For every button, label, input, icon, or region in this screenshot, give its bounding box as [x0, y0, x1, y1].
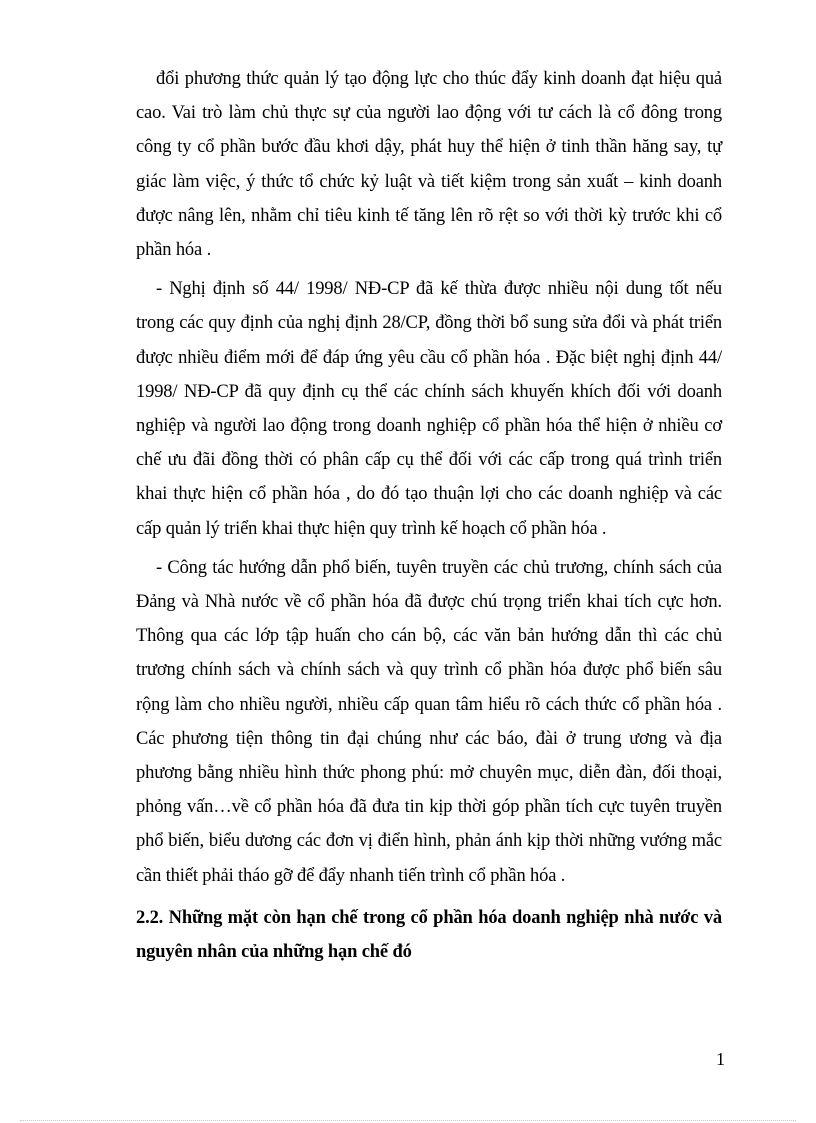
document-body: [136, 62, 722, 970]
page-bottom-divider: [20, 1120, 796, 1121]
page-number: 1: [716, 1049, 725, 1069]
section-heading: 2.2. Những mặt còn hạn chế trong cổ phần hóa doanh nghiệp nhà nước và nguyên nhân của những hạn chế đó: [136, 907, 722, 963]
paragraph-1: đổi phương thức quản lý tạo động lực cho thúc đẩy kinh doanh đạt hiệu quả cao. Vai trò làm chủ thực sự của người lao động với tư cách là cổ đông trong công ty cổ phần bước đầu khơi dậy, phát huy thể hiện ở tinh thần hăng say, tự giác làm việc, ý thức tổ chức kỷ luật và tiết kiệm trong sản xuất – kinh doanh được nâng lên, nhằm chỉ tiêu kinh tế tăng lên rõ rệt so với thời kỳ trước khi cổ phần hóa .: [136, 69, 722, 261]
paragraph-3: - Công tác hướng dẫn phổ biến, tuyên truyền các chủ trương, chính sách của Đảng và Nhà nước về cổ phần hóa đã được chú trọng triển khai tích cực hơn. Thông qua các lớp tập huấn cho cán bộ, các văn bản hướng dẫn thì các chủ trương chính sách và chính sách và quy trình cổ phần hóa được phổ biến sâu rộng làm cho nhiều người, nhiều cấp quan tâm hiểu rõ cách thức cổ phần hóa . Các phương tiện thông tin đại chúng như các báo, đài ở trung ương và địa phương bằng nhiều hình thức phong phú: mở chuyên mục, diễn đàn, đối thoại, phỏng vấn…về cổ phần hóa đã đưa tin kịp thời góp phần tích cực tuyên truyền phổ biến, biểu dương các đơn vị điển hình, phản ánh kịp thời những vướng mắc cần thiết phải tháo gỡ để đẩy nhanh tiến trình cổ phần hóa .: [136, 557, 722, 886]
paragraph-2: - Nghị định số 44/ 1998/ NĐ-CP đã kế thừa được nhiều nội dung tốt nếu trong các quy định của nghị định 28/CP, đồng thời bổ sung sửa đổi và phát triển được nhiều điểm mới để đáp ứng yêu cầu cổ phần hóa . Đặc biệt nghị định 44/ 1998/ NĐ-CP đã quy định cụ thể các chính sách khuyến khích đối với doanh nghiệp và người lao động trong doanh nghiệp cổ phần hóa thể hiện ở nhiều cơ chế ưu đãi đồng thời có phân cấp cụ thể đối với các cấp trong quá trình triển khai thực hiện cổ phần hóa , do đó tạo thuận lợi cho các doanh nghiệp và các cấp quản lý triển khai thực hiện quy trình kế hoạch cổ phần hóa .: [136, 279, 722, 539]
